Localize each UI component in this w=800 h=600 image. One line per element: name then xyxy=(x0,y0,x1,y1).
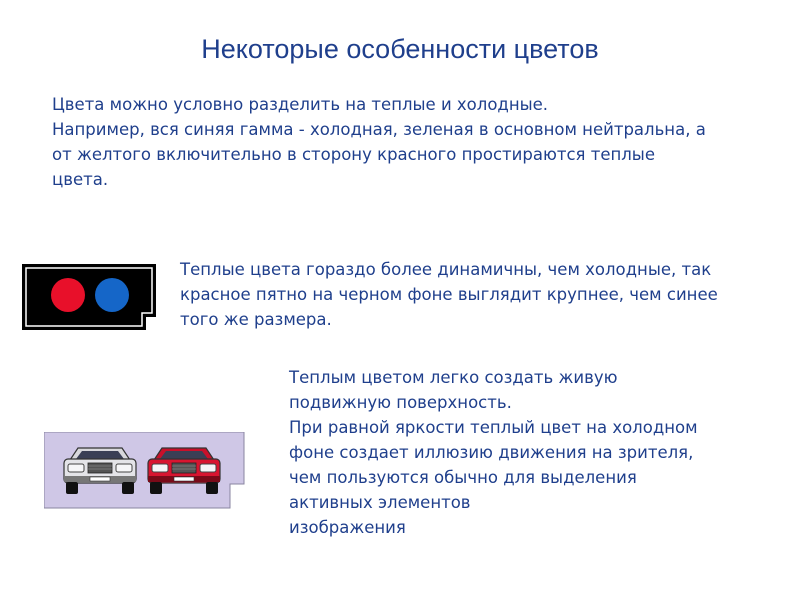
slide-title: Некоторые особенности цветов xyxy=(201,34,599,64)
warm-colors-paragraph xyxy=(180,257,718,332)
intro-line-2: Например, вся синяя гамма - холодная, зеленая в основном нейтральна, а xyxy=(52,120,706,139)
para2-line-3: того же размера. xyxy=(180,310,332,329)
red-blue-dots-illustration xyxy=(22,264,162,332)
para3-line-3: При равной яркости теплый цвет на холодном xyxy=(289,418,698,437)
para3-line-4: фоне создает иллюзию движения на зрителя, xyxy=(289,443,694,462)
warm-motion-paragraph xyxy=(289,365,698,540)
black-panel xyxy=(22,264,156,330)
para3-line-2: подвижную поверхность. xyxy=(289,393,512,412)
intro-line-4: цвета. xyxy=(52,170,109,189)
para3-line-1: Теплым цветом легко создать живую xyxy=(289,368,618,387)
intro-line-3: от желтого включительно в сторону красного простираются теплые xyxy=(52,145,655,164)
intro-paragraph xyxy=(52,92,706,192)
blue-dot xyxy=(95,278,129,312)
para2-line-2: красное пятно на черном фоне выглядит крупнее, чем синее xyxy=(180,285,718,304)
two-cars-illustration xyxy=(44,432,249,512)
red-dot xyxy=(51,278,85,312)
para3-line-6: активных элементов xyxy=(289,493,471,512)
para3-line-5: чем пользуются обычно для выделения xyxy=(289,468,637,487)
para2-line-1: Теплые цвета гораздо более динамичны, чем холодные, так xyxy=(180,260,712,279)
intro-line-1: Цвета можно условно разделить на теплые и холодные. xyxy=(52,95,549,114)
para3-line-7: изображения xyxy=(289,518,406,537)
